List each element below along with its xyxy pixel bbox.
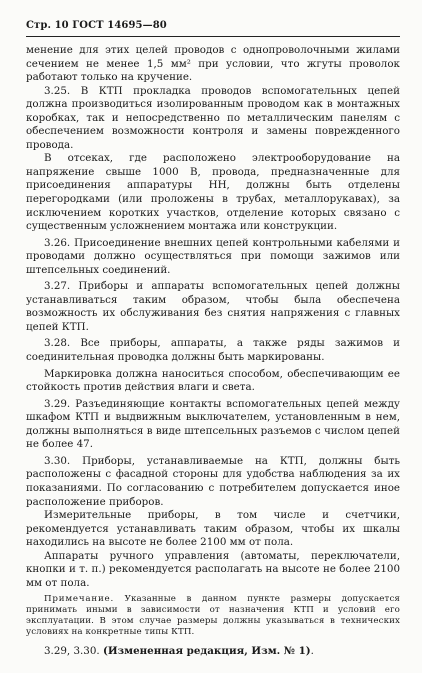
header-rule	[26, 36, 400, 37]
paragraph-continuation: менение для этих целей проводов с однопроволочными жилами сечением не менее 1,5 мм² при условии, что жгуты проволок работают только на кручение.	[26, 44, 400, 84]
paragraph-3-25: 3.25. В КТП прокладка проводов вспомогательных цепей должна производиться изолированным проводом как в монтажных коробках, так и непосредственно по металлическим панелям с обеспечением возможности контроля и замены поврежденного провода.	[26, 84, 400, 151]
note-text: Указанные в данном пункте размеры допускается принимать иными в зависимости от назначения КТП и условий его эксплуатации. В этом случае размеры должны указываться в технических условиях на конкретные типы КТП.	[26, 594, 400, 638]
paragraph-3-25-compartments: В отсеках, где расположено электрооборудование на напряжение свыше 1000 В, провода, предназначенные для присоединения аппаратуры НН, должны быть отделены перегородками (или проложены в трубах, металлорукавах), за исключением коротких участков, отделение которых связано с существенным усложнением монтажа или конструкции.	[26, 152, 400, 233]
amendment-prefix: 3.29, 3.30.	[44, 645, 103, 658]
page-header: Стр. 10 ГОСТ 14695—80	[26, 20, 167, 31]
paragraph-3-26: 3.26. Присоединение внешних цепей контрольными кабелями и проводами должно осуществляться при помощи зажимов или штепсельных соединений.	[26, 236, 400, 276]
note-label: Примечание.	[44, 594, 115, 605]
amendment-bold: (Измененная редакция, Изм. № 1)	[102, 645, 311, 658]
amendment-suffix: .	[310, 645, 314, 658]
paragraph-3-30: 3.30. Приборы, устанавливаемые на КТП, должны быть расположены с фасадной стороны для удобства наблюдения за их показаниями. По согласованию с потребителем допускается иное расположение приборов.	[26, 454, 400, 508]
paragraph-3-28: 3.28. Все приборы, аппараты, а также ряды зажимов и соединительная проводка должны быть маркированы.	[26, 337, 400, 364]
paragraph-3-27: 3.27. Приборы и аппараты вспомогательных цепей должны устанавливаться таким образом, чтобы была обеспечена возможность их обслуживания без снятия напряжения с главных цепей КТП.	[26, 280, 400, 333]
amendment-line	[26, 644, 400, 658]
paragraph-3-29: 3.29. Разъединяющие контакты вспомогательных цепей между шкафом КТП и выдвижным выключателем, установленным в нем, должны выполняться в виде штепсельных разъемов с числом цепей не более 47.	[26, 397, 400, 451]
paragraph-3-30-manual-controls: Аппараты ручного управления (автоматы, переключатели, кнопки и т. п.) рекомендуется располагать на высоте не более 2100 мм от пола.	[26, 549, 400, 589]
paragraph-3-28-marking: Маркировка должна наноситься способом, обеспечивающим ее стойкость против действия влаги и света.	[26, 367, 400, 394]
note	[26, 594, 400, 638]
paragraph-3-30-meters: Измерительные приборы, в том числе и счетчики, рекомендуется устанавливать таким образом, чтобы их шкалы находились на высоте не более 2100 мм от пола.	[26, 509, 400, 549]
document-body	[26, 44, 400, 658]
